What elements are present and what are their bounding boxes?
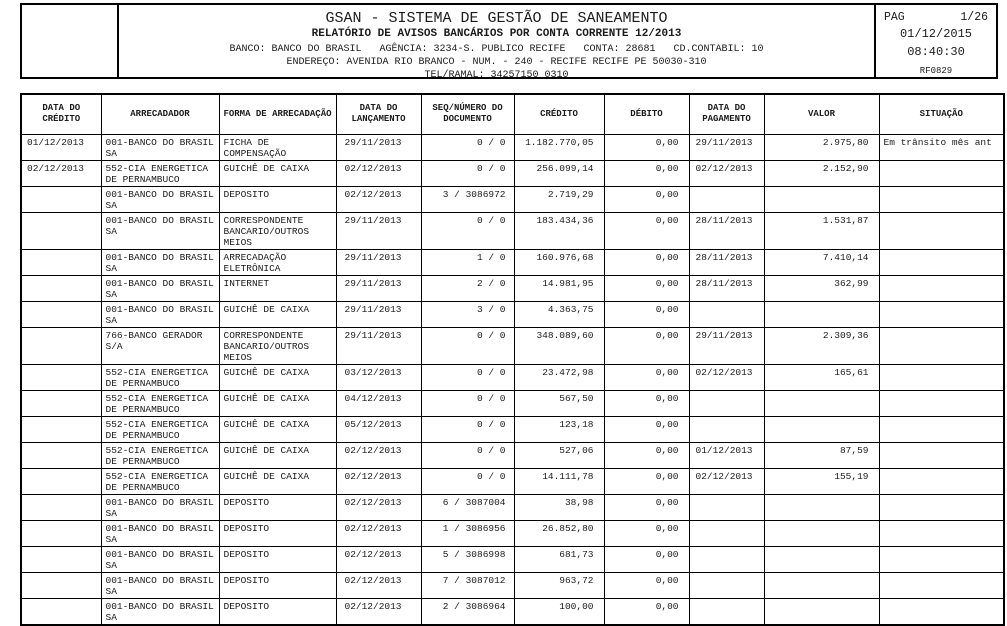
- cell-valor: [764, 390, 879, 416]
- column-header-debito: DÉBITO: [604, 94, 689, 134]
- column-header-credito: CRÉDITO: [514, 94, 604, 134]
- table-row: [21, 301, 1004, 327]
- cell-forma-arrecadacao: ARRECADAÇÃO ELETRÔNICA: [219, 249, 336, 275]
- cell-data-pagamento: [689, 416, 764, 442]
- column-header-data-lancamento: DATA DO LANÇAMENTO: [336, 94, 421, 134]
- cell-valor: [764, 598, 879, 625]
- cell-data-lancamento: 29/11/2013: [336, 301, 421, 327]
- cell-seq-numero-documento: 0 / 0: [421, 390, 514, 416]
- cell-data-credito: [21, 327, 101, 364]
- table-row: [21, 327, 1004, 364]
- cell-credito: 567,50: [514, 390, 604, 416]
- cell-data-pagamento: [689, 598, 764, 625]
- cell-data-pagamento: 28/11/2013: [689, 212, 764, 249]
- cell-situacao: [879, 301, 1004, 327]
- table-row: [21, 572, 1004, 598]
- cell-situacao: [879, 160, 1004, 186]
- cell-debito: 0,00: [604, 212, 689, 249]
- cell-credito: 4.363,75: [514, 301, 604, 327]
- cell-data-lancamento: 02/12/2013: [336, 186, 421, 212]
- cell-valor: 2.975,80: [764, 134, 879, 160]
- column-header-data-pagamento: DATA DO PAGAMENTO: [689, 94, 764, 134]
- table-row: [21, 134, 1004, 160]
- cell-valor: 87,59: [764, 442, 879, 468]
- cell-valor: [764, 572, 879, 598]
- report-header-center: [119, 5, 874, 77]
- cell-situacao: [879, 442, 1004, 468]
- cell-credito: 256.099,14: [514, 160, 604, 186]
- cell-debito: 0,00: [604, 416, 689, 442]
- cell-situacao: [879, 546, 1004, 572]
- cell-situacao: [879, 572, 1004, 598]
- cell-debito: 0,00: [604, 494, 689, 520]
- table-row: [21, 442, 1004, 468]
- column-header-seq-numero-documento: SEQ/NÚMERO DO DOCUMENTO: [421, 94, 514, 134]
- cell-situacao: Em trânsito mês ant: [879, 134, 1004, 160]
- cell-arrecadador: 001-BANCO DO BRASIL SA: [101, 249, 219, 275]
- cell-data-lancamento: 29/11/2013: [336, 327, 421, 364]
- cell-debito: 0,00: [604, 468, 689, 494]
- cell-data-credito: [21, 249, 101, 275]
- cell-valor: [764, 186, 879, 212]
- cell-seq-numero-documento: 3 / 3086972: [421, 186, 514, 212]
- table-row: [21, 364, 1004, 390]
- cell-seq-numero-documento: 0 / 0: [421, 212, 514, 249]
- cell-forma-arrecadacao: INTERNET: [219, 275, 336, 301]
- table-header-row: [21, 94, 1004, 134]
- cell-credito: 100,00: [514, 598, 604, 625]
- cell-data-pagamento: 01/12/2013: [689, 442, 764, 468]
- cell-data-lancamento: 02/12/2013: [336, 468, 421, 494]
- address-line: ENDEREÇO: AVENIDA RIO BRANCO - NUM. - 240 - RECIFE RECIFE PE 50030-310: [286, 57, 707, 68]
- cell-data-credito: [21, 468, 101, 494]
- cell-arrecadador: 552-CIA ENERGETICA DE PERNAMBUCO: [101, 468, 219, 494]
- cell-forma-arrecadacao: DEPOSITO: [219, 520, 336, 546]
- cell-data-pagamento: [689, 301, 764, 327]
- cell-seq-numero-documento: 3 / 0: [421, 301, 514, 327]
- cell-debito: 0,00: [604, 520, 689, 546]
- cell-credito: 1.182.770,05: [514, 134, 604, 160]
- cell-forma-arrecadacao: GUICHÊ DE CAIXA: [219, 160, 336, 186]
- cell-data-pagamento: 28/11/2013: [689, 249, 764, 275]
- table-row: [21, 249, 1004, 275]
- cell-valor: 2.309,36: [764, 327, 879, 364]
- cell-data-lancamento: 02/12/2013: [336, 598, 421, 625]
- cell-arrecadador: 001-BANCO DO BRASIL SA: [101, 275, 219, 301]
- page-number: 1/26: [960, 11, 988, 24]
- cell-arrecadador: 552-CIA ENERGETICA DE PERNAMBUCO: [101, 160, 219, 186]
- page-indicator: [884, 11, 988, 24]
- cell-situacao: [879, 275, 1004, 301]
- report-title: GSAN - SISTEMA DE GESTÃO DE SANEAMENTO: [325, 10, 668, 27]
- table-row: [21, 494, 1004, 520]
- cell-forma-arrecadacao: CORRESPONDENTE BANCARIO/OUTROS MEIOS: [219, 212, 336, 249]
- cell-seq-numero-documento: 0 / 0: [421, 416, 514, 442]
- cell-data-lancamento: 29/11/2013: [336, 275, 421, 301]
- cell-seq-numero-documento: 0 / 0: [421, 134, 514, 160]
- cell-arrecadador: 001-BANCO DO BRASIL SA: [101, 134, 219, 160]
- cell-data-lancamento: 29/11/2013: [336, 212, 421, 249]
- cell-arrecadador: 766-BANCO GERADOR S/A: [101, 327, 219, 364]
- cell-valor: [764, 520, 879, 546]
- cell-debito: 0,00: [604, 598, 689, 625]
- cell-data-lancamento: 02/12/2013: [336, 546, 421, 572]
- cell-credito: 26.852,80: [514, 520, 604, 546]
- cell-data-lancamento: 02/12/2013: [336, 160, 421, 186]
- logo-area: [22, 5, 119, 77]
- cell-data-pagamento: [689, 520, 764, 546]
- cell-data-pagamento: 29/11/2013: [689, 134, 764, 160]
- table-row: [21, 275, 1004, 301]
- table-row: [21, 160, 1004, 186]
- bank-info-line: BANCO: BANCO DO BRASIL AGÊNCIA: 3234-S. PUBLICO RECIFE CONTA: 28681 CD.CONTABIL: 10: [229, 44, 764, 55]
- cell-credito: 160.976,68: [514, 249, 604, 275]
- report-header-right: [874, 5, 996, 77]
- cell-data-credito: 02/12/2013: [21, 160, 101, 186]
- cell-situacao: [879, 416, 1004, 442]
- cell-valor: [764, 416, 879, 442]
- cell-seq-numero-documento: 2 / 3086964: [421, 598, 514, 625]
- cell-debito: 0,00: [604, 327, 689, 364]
- report-code: RF0829: [919, 66, 953, 76]
- cell-data-pagamento: [689, 390, 764, 416]
- cell-data-credito: [21, 546, 101, 572]
- generation-date: 01/12/2015: [899, 27, 972, 41]
- cell-data-credito: 01/12/2013: [21, 134, 101, 160]
- page-label: PAG: [884, 11, 905, 24]
- cell-arrecadador: 001-BANCO DO BRASIL SA: [101, 186, 219, 212]
- cell-data-credito: [21, 390, 101, 416]
- cell-debito: 0,00: [604, 301, 689, 327]
- cell-data-lancamento: 02/12/2013: [336, 572, 421, 598]
- cell-data-pagamento: 02/12/2013: [689, 160, 764, 186]
- cell-forma-arrecadacao: CORRESPONDENTE BANCARIO/OUTROS MEIOS: [219, 327, 336, 364]
- cell-situacao: [879, 186, 1004, 212]
- cell-credito: 527,06: [514, 442, 604, 468]
- cell-situacao: [879, 520, 1004, 546]
- table-row: [21, 468, 1004, 494]
- cell-situacao: [879, 327, 1004, 364]
- table-row: [21, 416, 1004, 442]
- cell-seq-numero-documento: 0 / 0: [421, 327, 514, 364]
- cell-data-credito: [21, 275, 101, 301]
- cell-debito: 0,00: [604, 364, 689, 390]
- cell-debito: 0,00: [604, 134, 689, 160]
- cell-seq-numero-documento: 5 / 3086998: [421, 546, 514, 572]
- cell-valor: [764, 546, 879, 572]
- cell-arrecadador: 552-CIA ENERGETICA DE PERNAMBUCO: [101, 416, 219, 442]
- cell-arrecadador: 001-BANCO DO BRASIL SA: [101, 598, 219, 625]
- cell-debito: 0,00: [604, 390, 689, 416]
- cell-seq-numero-documento: 0 / 0: [421, 364, 514, 390]
- cell-data-credito: [21, 186, 101, 212]
- cell-data-credito: [21, 442, 101, 468]
- cell-credito: 14.111,78: [514, 468, 604, 494]
- cell-forma-arrecadacao: GUICHÊ DE CAIXA: [219, 390, 336, 416]
- table-row: [21, 390, 1004, 416]
- cell-arrecadador: 001-BANCO DO BRASIL SA: [101, 520, 219, 546]
- cell-credito: 14.981,95: [514, 275, 604, 301]
- cell-debito: 0,00: [604, 160, 689, 186]
- cell-data-pagamento: 02/12/2013: [689, 364, 764, 390]
- avisos-bancarios-table: [20, 93, 1005, 626]
- cell-forma-arrecadacao: GUICHÊ DE CAIXA: [219, 468, 336, 494]
- cell-debito: 0,00: [604, 572, 689, 598]
- cell-data-pagamento: 02/12/2013: [689, 468, 764, 494]
- cell-situacao: [879, 598, 1004, 625]
- column-header-valor: VALOR: [764, 94, 879, 134]
- cell-seq-numero-documento: 0 / 0: [421, 442, 514, 468]
- cell-valor: [764, 301, 879, 327]
- cell-data-pagamento: 29/11/2013: [689, 327, 764, 364]
- cell-arrecadador: 552-CIA ENERGETICA DE PERNAMBUCO: [101, 442, 219, 468]
- cell-data-lancamento: 02/12/2013: [336, 494, 421, 520]
- cell-data-pagamento: [689, 546, 764, 572]
- cell-credito: 123,18: [514, 416, 604, 442]
- cell-forma-arrecadacao: DEPOSITO: [219, 546, 336, 572]
- cell-seq-numero-documento: 1 / 0: [421, 249, 514, 275]
- cell-data-lancamento: 04/12/2013: [336, 390, 421, 416]
- cell-valor: 362,99: [764, 275, 879, 301]
- generation-time: 08:40:30: [907, 45, 965, 59]
- cell-credito: 23.472,98: [514, 364, 604, 390]
- cell-credito: 963,72: [514, 572, 604, 598]
- cell-arrecadador: 552-CIA ENERGETICA DE PERNAMBUCO: [101, 364, 219, 390]
- cell-valor: [764, 494, 879, 520]
- cell-data-lancamento: 03/12/2013: [336, 364, 421, 390]
- cell-data-lancamento: 29/11/2013: [336, 249, 421, 275]
- table-row: [21, 546, 1004, 572]
- table-body: [21, 134, 1004, 625]
- column-header-data-credito: DATA DO CRÉDITO: [21, 94, 101, 134]
- phone-line: TEL/RAMAL: 34257150 0310: [424, 70, 569, 77]
- cell-forma-arrecadacao: DEPOSITO: [219, 186, 336, 212]
- cell-forma-arrecadacao: DEPOSITO: [219, 598, 336, 625]
- cell-data-pagamento: [689, 572, 764, 598]
- cell-seq-numero-documento: 0 / 0: [421, 468, 514, 494]
- cell-credito: 38,98: [514, 494, 604, 520]
- table-row: [21, 212, 1004, 249]
- cell-valor: 155,19: [764, 468, 879, 494]
- column-header-arrecadador: ARRECADADOR: [101, 94, 219, 134]
- cell-arrecadador: 001-BANCO DO BRASIL SA: [101, 546, 219, 572]
- cell-arrecadador: 001-BANCO DO BRASIL SA: [101, 212, 219, 249]
- cell-valor: 2.152,90: [764, 160, 879, 186]
- cell-debito: 0,00: [604, 546, 689, 572]
- cell-seq-numero-documento: 6 / 3087004: [421, 494, 514, 520]
- cell-arrecadador: 001-BANCO DO BRASIL SA: [101, 301, 219, 327]
- table-row: [21, 520, 1004, 546]
- cell-arrecadador: 001-BANCO DO BRASIL SA: [101, 494, 219, 520]
- report-subtitle: RELATÓRIO DE AVISOS BANCÁRIOS POR CONTA CORRENTE 12/2013: [311, 28, 682, 40]
- cell-forma-arrecadacao: DEPOSITO: [219, 572, 336, 598]
- table-row: [21, 598, 1004, 625]
- cell-data-credito: [21, 520, 101, 546]
- column-header-situacao: SITUAÇÃO: [879, 94, 1004, 134]
- cell-forma-arrecadacao: GUICHÊ DE CAIXA: [219, 416, 336, 442]
- cell-data-pagamento: [689, 186, 764, 212]
- cell-forma-arrecadacao: GUICHÊ DE CAIXA: [219, 301, 336, 327]
- cell-data-lancamento: 05/12/2013: [336, 416, 421, 442]
- cell-debito: 0,00: [604, 186, 689, 212]
- cell-situacao: [879, 468, 1004, 494]
- cell-credito: 681,73: [514, 546, 604, 572]
- cell-data-credito: [21, 598, 101, 625]
- cell-seq-numero-documento: 2 / 0: [421, 275, 514, 301]
- cell-valor: 7.410,14: [764, 249, 879, 275]
- column-header-forma-arrecadacao: FORMA DE ARRECADAÇÃO: [219, 94, 336, 134]
- cell-arrecadador: 552-CIA ENERGETICA DE PERNAMBUCO: [101, 390, 219, 416]
- cell-situacao: [879, 390, 1004, 416]
- cell-data-lancamento: 29/11/2013: [336, 134, 421, 160]
- cell-data-credito: [21, 364, 101, 390]
- table-row: [21, 186, 1004, 212]
- cell-valor: 165,61: [764, 364, 879, 390]
- cell-forma-arrecadacao: GUICHÊ DE CAIXA: [219, 364, 336, 390]
- cell-arrecadador: 001-BANCO DO BRASIL SA: [101, 572, 219, 598]
- cell-credito: 348.089,60: [514, 327, 604, 364]
- cell-data-credito: [21, 212, 101, 249]
- cell-data-credito: [21, 494, 101, 520]
- cell-valor: 1.531,87: [764, 212, 879, 249]
- cell-seq-numero-documento: 0 / 0: [421, 160, 514, 186]
- cell-debito: 0,00: [604, 275, 689, 301]
- cell-situacao: [879, 364, 1004, 390]
- cell-forma-arrecadacao: FICHA DE COMPENSAÇÃO: [219, 134, 336, 160]
- cell-situacao: [879, 249, 1004, 275]
- cell-debito: 0,00: [604, 442, 689, 468]
- cell-situacao: [879, 212, 1004, 249]
- cell-data-pagamento: [689, 494, 764, 520]
- cell-data-pagamento: 28/11/2013: [689, 275, 764, 301]
- cell-credito: 2.719,29: [514, 186, 604, 212]
- cell-forma-arrecadacao: DEPOSITO: [219, 494, 336, 520]
- report-header: [20, 3, 998, 79]
- cell-data-credito: [21, 416, 101, 442]
- cell-forma-arrecadacao: GUICHÊ DE CAIXA: [219, 442, 336, 468]
- cell-data-credito: [21, 572, 101, 598]
- cell-debito: 0,00: [604, 249, 689, 275]
- cell-seq-numero-documento: 7 / 3087012: [421, 572, 514, 598]
- cell-situacao: [879, 494, 1004, 520]
- cell-data-credito: [21, 301, 101, 327]
- cell-seq-numero-documento: 1 / 3086956: [421, 520, 514, 546]
- cell-data-lancamento: 02/12/2013: [336, 520, 421, 546]
- cell-credito: 183.434,36: [514, 212, 604, 249]
- cell-data-lancamento: 02/12/2013: [336, 442, 421, 468]
